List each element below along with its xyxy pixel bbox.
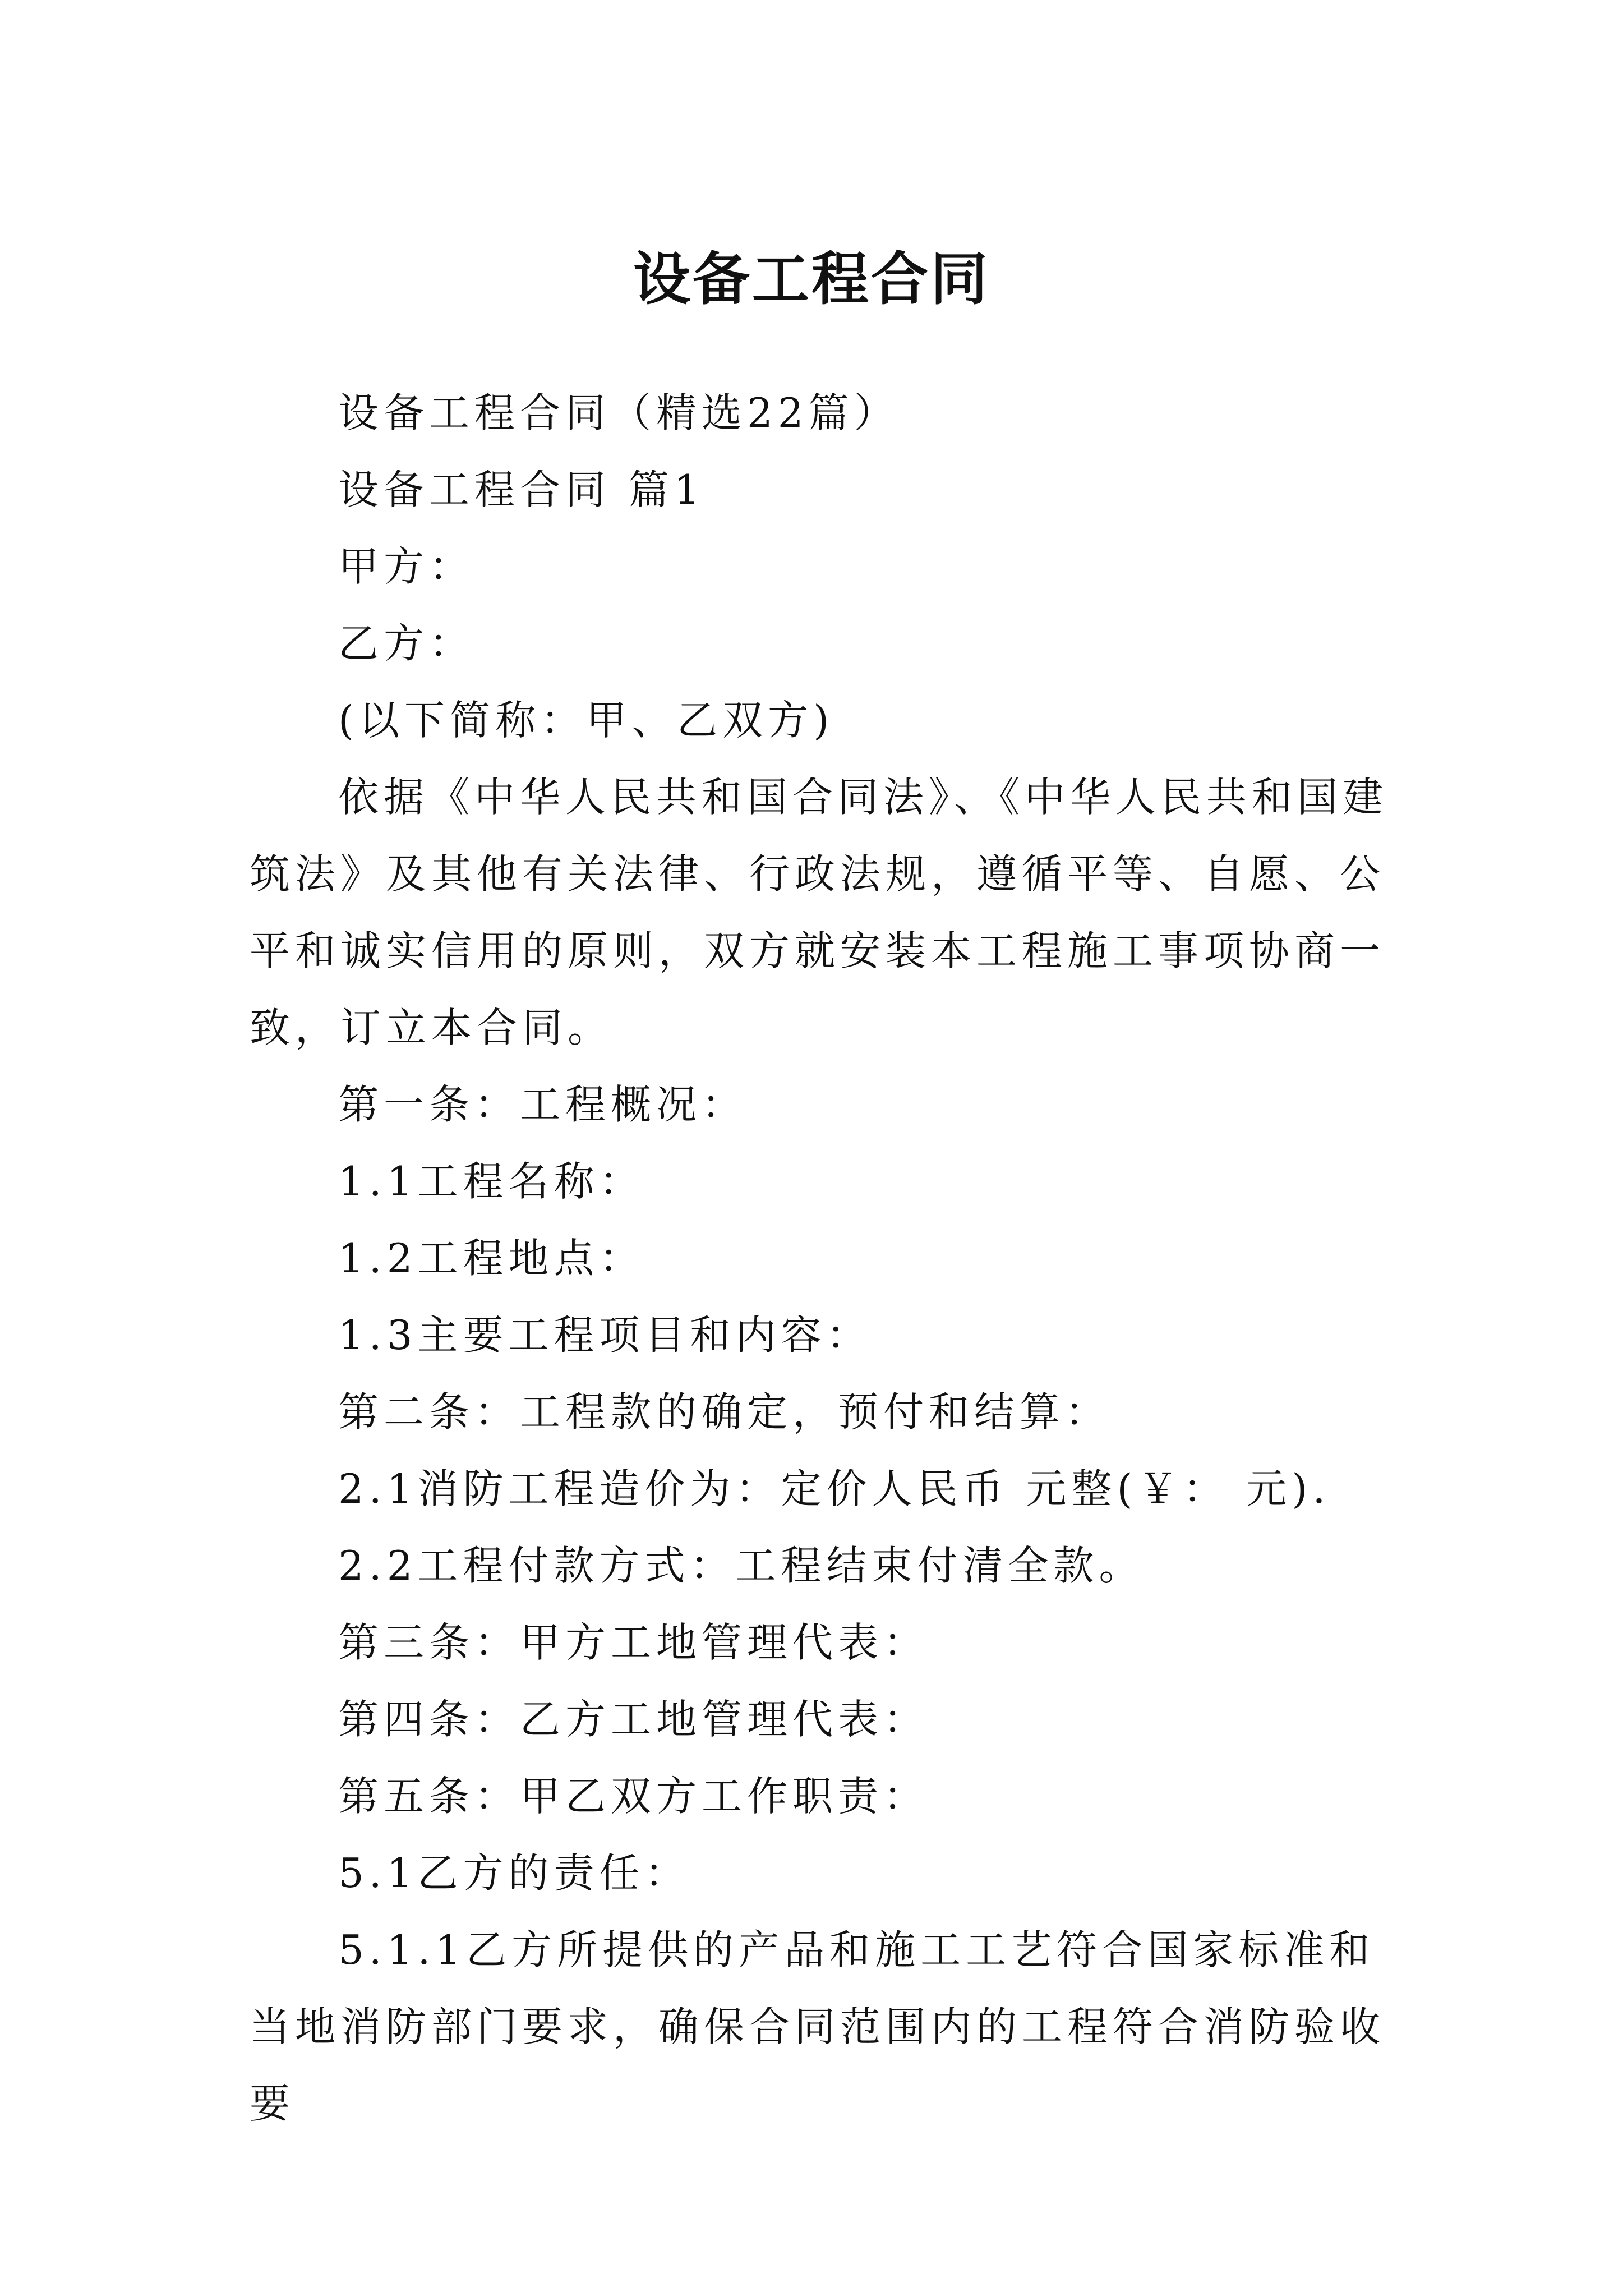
paragraph-article-2: 第二条：工程款的确定，预付和结算： [338, 1388, 1111, 1435]
paragraph-5-1: 5.1乙方的责任： [338, 1849, 690, 1897]
paragraph-article-1: 第一条：工程概况： [338, 1081, 748, 1128]
paragraph-2-2: 2.2工程付款方式：工程结束付清全款。 [338, 1542, 1145, 1589]
paragraph-abbreviation: (以下简称：甲、乙双方) [338, 697, 834, 744]
paragraph-legal-basis: 依据《中华人民共和国合同法》、《中华人民共和国建筑法》及其他有关法律、行政法规，遵循平等、自愿、公平和诚实信用的原则，双方就安装本工程施工事项协商一致，订立本合同。 [250, 774, 1389, 1051]
paragraph-2-1: 2.1消防工程造价为：定价人民币 元整(￥： 元). [338, 1465, 1331, 1512]
paragraph-1-3: 1.3主要工程项目和内容： [338, 1312, 872, 1359]
paragraph-article-4: 第四条：乙方工地管理代表： [338, 1696, 929, 1743]
paragraph-section-heading: 设备工程合同 篇1 [338, 466, 705, 513]
document-body [250, 375, 1394, 2142]
paragraph-article-5: 第五条：甲乙双方工作职责： [338, 1773, 929, 1820]
document-title: 设备工程合同 [633, 246, 990, 314]
paragraph-subtitle: 设备工程合同（精选22篇） [338, 389, 900, 436]
paragraph-5-1-1: 5.1.1乙方所提供的产品和施工工艺符合国家标准和当地消防部门要求，确保合同范围内的工程符合消防验收要 [250, 1926, 1386, 2127]
paragraph-1-2: 1.2工程地点： [338, 1235, 645, 1282]
paragraph-1-1: 1.1工程名称： [338, 1158, 645, 1205]
paragraph-article-3: 第三条：甲方工地管理代表： [338, 1619, 929, 1666]
paragraph-party-b: 乙方： [338, 620, 475, 667]
paragraph-party-a: 甲方： [338, 543, 475, 590]
